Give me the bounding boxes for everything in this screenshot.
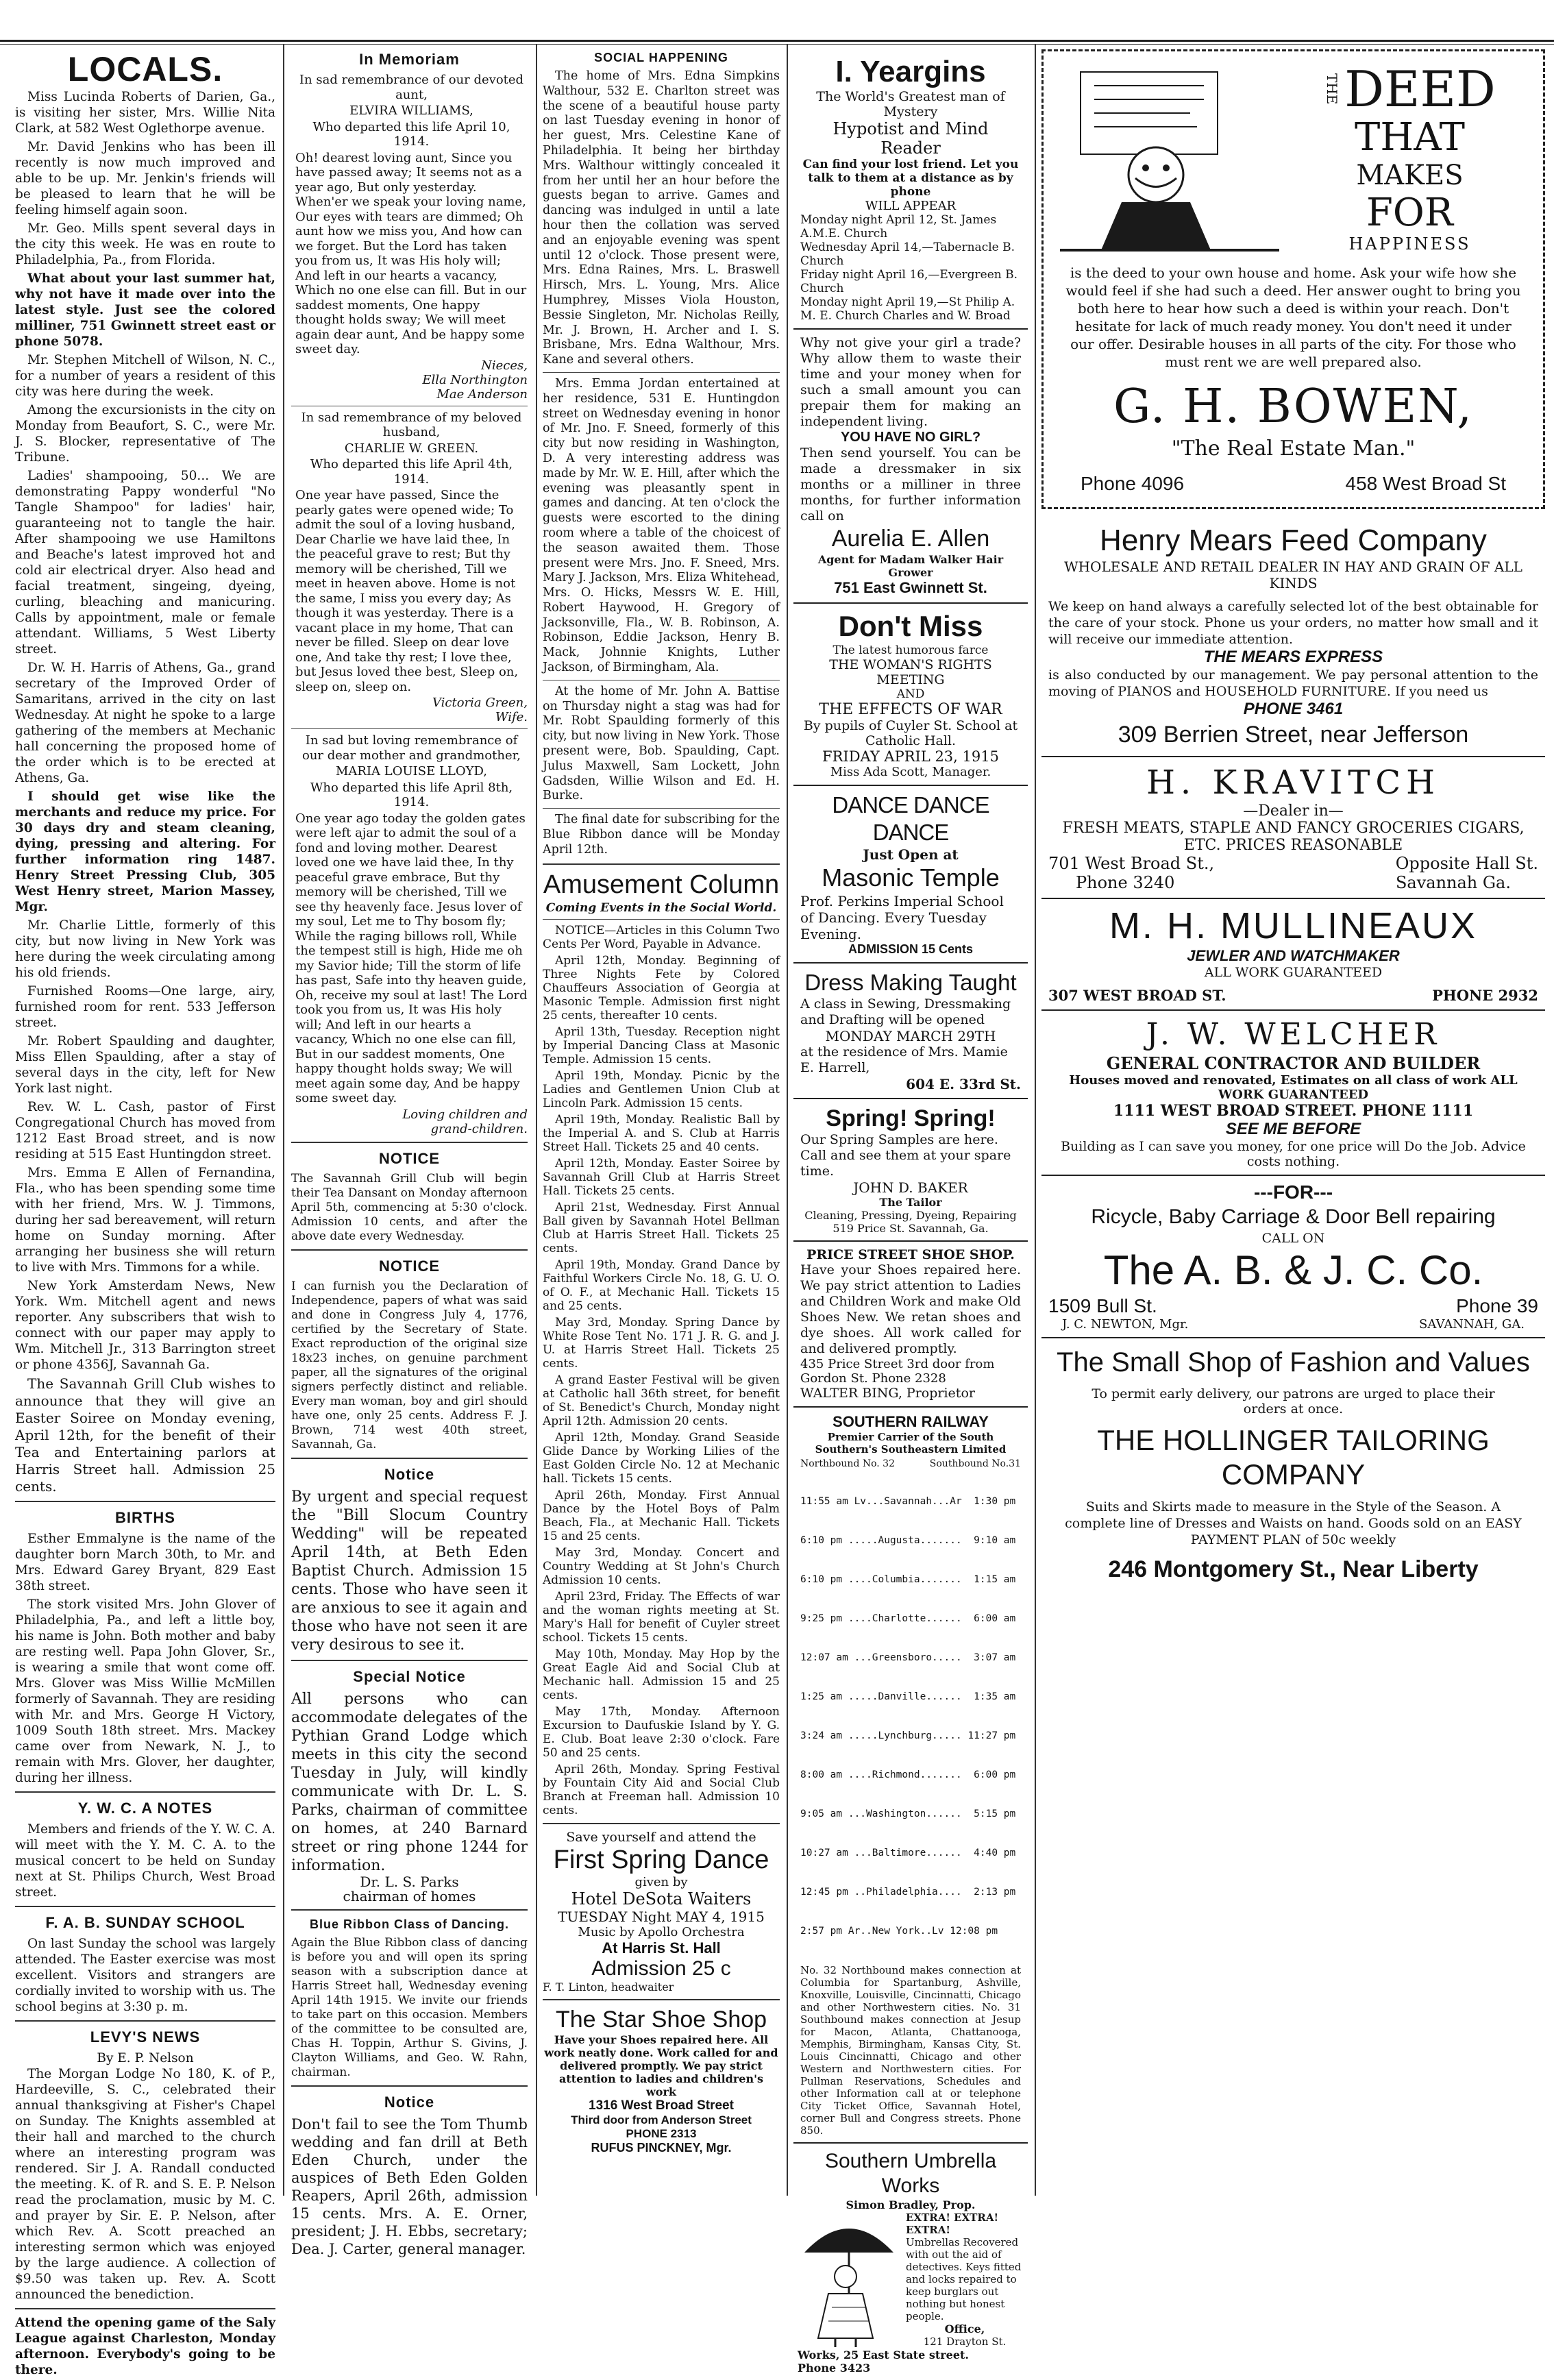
ad-line: 751 East Gwinnett St. <box>834 579 987 596</box>
amusement-subtitle: Coming Events in the Social World. <box>545 900 777 915</box>
memoriam-intro: In sad remembrance of my beloved husband, <box>301 410 522 439</box>
ad-headline: Henry Mears Feed Company <box>1100 524 1487 557</box>
ad-text: Have your Shoes repaired here. All work neatly done. Work called for and delivered promptly. We pay strict attention to ladies and children's work <box>544 2033 778 2098</box>
price-street-shoe-ad <box>793 1242 1028 1408</box>
ad-line: Hotel DeSota Waiters <box>571 1889 752 1909</box>
column-locals <box>15 49 275 2377</box>
levys-text: The Morgan Lodge No 180, K. of P., Hardeeville, S. C., celebrated their annual thanksgiving at Fisher's Chapel on Sunday. The Knights assembled at their hall and marched to the church where an interesting program was rendered. Sir J. A. Randall conducted the meeting. K. of R. and S. E. P. Nelson read the proclamation, music by M. C. and prayer by Sir. E. P. Nelson, after which Rev. A. Scott preached an interesting sermon which was enjoyed by the large audience. A collection of $9.50 was taken up. Rev. A. Scott announced the benediction. <box>15 2067 275 2302</box>
ad-line: FRESH MEATS, STAPLE AND FANCY GROCERIES CIGARS, ETC. PRICES REASONABLE <box>1062 820 1525 854</box>
notice-declaration: I can furnish you the Declaration of Independence, papers of what was said and done in Congress July 4, 1776, certified by the Secretary of State. Exact reproduction of the original size 18x23 inches, on genuine parchment paper, all the signatures of the original signers perfectly distinct and reliable. Every man woman, boy and girl should have one, only 25 cents. Address F. J. Brown, 714 west 40th street, Savannah, Ga. <box>291 1279 528 1451</box>
yeargins-ad <box>793 49 1028 330</box>
date-item: Monday night April 12, St. James A.M.E. Church <box>800 213 997 241</box>
column-ads-right <box>1041 49 1545 2187</box>
mullineaux-contact <box>1048 987 1538 1004</box>
timetable-row: 10:27 am ...Baltimore...... 4:40 pm <box>800 1848 1016 1858</box>
memoriam-signature: Nieces, <box>481 358 528 373</box>
locals-para: Mr. Robert Spaulding and daughter, Miss Ellen Spaulding, after a stay of several days in the city, left for New York last night. <box>15 1034 275 1096</box>
locals-para: Mr. Geo. Mills spent several days in the city this week. He was en route to Philadelphia, Pa., from Florida. <box>15 221 275 267</box>
ad-line: By pupils of Cuyler St. School at Catholic Hall. <box>803 718 1018 748</box>
ad-headline: Southern Umbrella Works <box>824 2150 997 2197</box>
births-title: BIRTHS <box>115 1509 175 1526</box>
ad-headline: MAKES <box>1356 160 1464 191</box>
divider <box>543 1823 780 1824</box>
masonic-dance-ad <box>793 786 1028 964</box>
ad-text: Prof. Perkins Imperial School of Dancing. Every Tuesday Evening. <box>800 893 1004 942</box>
memoriam-signature: Ella Northington <box>422 372 528 387</box>
memoriam-signature: Wife. <box>495 710 528 724</box>
dress-making-ad <box>793 964 1028 1099</box>
memoriam-name: CHARLIE W. GREEN. <box>344 441 479 456</box>
ad-headline: G. H. BOWEN, <box>1113 380 1473 434</box>
timetable <box>800 1469 1021 1964</box>
ad-line: 309 Berrien Street, near Jefferson <box>1118 722 1469 748</box>
memoriam-intro: In sad remembrance of our devoted aunt, <box>299 73 524 102</box>
kravitch-phone-row <box>1048 873 1538 892</box>
locals-para: Mrs. Emma E Allen of Fernandina, Fla., who has been spending some time with her friend, Mrs. W. J. Timmons, during her sad bereavement, will return home on Sunday morning. After arranging her business she will return to live with Mrs. Timmons for a while. <box>15 1166 275 1275</box>
abj-address-row <box>1048 1295 1538 1317</box>
locals-para: New York Amsterdam News, New York. Wm. Mitchell agent and news reporter. Any subscribers that wish to connect with our paper may apply to Wm. Mitchell Jr., 313 Barrington street or phone 4356J, Savannah Ga. <box>15 1279 275 1372</box>
timetable-row: 1:25 am .....Danville...... 1:35 am <box>800 1691 1016 1702</box>
ad-line: Phone 3240 <box>1076 873 1175 892</box>
fab-title: F. A. B. SUNDAY SCHOOL <box>45 1914 245 1931</box>
ad-text: Have your Shoes repaired here. We pay strict attention to Ladies and Children Work and make Old Shoes New. We retan shoes and dye shoes. All work called for and delivered promptly. <box>800 1262 1021 1356</box>
ad-line: SEE ME BEFORE <box>1225 1120 1361 1138</box>
timetable-col-head: Southbound No.31 <box>929 1458 1021 1469</box>
column-rule-4 <box>1035 44 1036 2196</box>
special-notice-signature: chairman of homes <box>343 1887 476 1904</box>
divider <box>15 1501 275 1502</box>
ad-text: Our Spring Samples are here. Call and see them at your spare time. <box>800 1132 1011 1179</box>
ad-line: —Dealer in— <box>1243 802 1344 820</box>
divider <box>291 1249 528 1251</box>
locals-para: Miss Lucinda Roberts of Darien, Ga., is visiting her sister, Mrs. Willie Nita Clark, at 582 West Oglethorpe avenue. <box>15 90 275 136</box>
yeargins-dates <box>800 213 1021 323</box>
ad-line: TUESDAY Night MAY 4, 1915 <box>558 1908 765 1925</box>
locals-para: Mr. Stephen Mitchell of Wilson, N. C., for a number of years a resident of this city was here during the week. <box>15 353 275 399</box>
first-spring-dance-ad <box>543 1830 780 1993</box>
memoriam-signature: Loving children and <box>402 1107 528 1122</box>
timetable-row: 6:10 pm .....Augusta....... 9:10 am <box>800 1535 1016 1546</box>
locals-para: Among the excursionists in the city on Monday from Beaufort, S. C., were Mr. J. S. Blocker, representative of The Tribune. <box>15 403 275 465</box>
locals-para: I should get wise like the merchants and reduce my price. For 30 days dry and steam cleaning, dying, pressing and altering. For further information ring 1487. Henry Street Pressing Club, 305 West Henry street, Marion Massey, Mgr. <box>15 789 275 914</box>
ad-line: given by <box>634 1874 688 1889</box>
locals-para: What about your last summer hat, why not have it made over into the latest style. Just see the colored milliner, 751 Gwinnett street east or phone 5078. <box>15 271 275 349</box>
locals-para: Rev. W. L. Cash, pastor of First Congregational Church has moved from 1212 East Broad street, and is now residing at 515 East Huntingdon street. <box>15 1100 275 1162</box>
event-item: April 21st, Wednesday. First Annual Ball given by Savannah Hotel Bellman Club at Harris Street Hall. Tickets 25 cents. <box>543 1200 780 1255</box>
ad-headline: DANCE DANCE DANCE <box>832 792 989 845</box>
memoriam-died: Who departed this life April 10, 1914. <box>312 119 510 149</box>
ad-headline: The Small Shop of Fashion and Values <box>1057 1347 1530 1377</box>
timetable-row: 12:07 am ...Greensboro..... 3:07 am <box>800 1652 1016 1663</box>
ad-line: RUFUS PINCKNEY, Mgr. <box>591 2140 732 2155</box>
memoriam-charlie <box>291 410 528 725</box>
social-title: SOCIAL HAPPENING <box>594 51 728 64</box>
event-item: April 26th, Monday. Spring Festival by Fountain City Aid and Social Club Branch at Freeman hall. Admission 10 cents. <box>543 1762 780 1817</box>
notice-title: NOTICE <box>378 1257 441 1275</box>
timetable-row: 3:24 am .....Lynchburg..... 11:27 pm <box>800 1730 1016 1741</box>
ad-headline: J. W. WELCHER <box>1146 1017 1441 1052</box>
divider <box>543 808 780 809</box>
ad-line: Save yourself and attend the <box>566 1829 756 1845</box>
timetable-row: 6:10 pm ....Columbia....... 1:15 am <box>800 1574 1016 1585</box>
ad-line: GENERAL CONTRACTOR AND BUILDER <box>1106 1053 1481 1073</box>
divider <box>543 919 780 920</box>
social-para: At the home of Mr. John A. Battise on Thursday night a stag was had for Mr. Robt Spaulding formerly of this city, but now living in New York. Those present were, Bob. Spaulding, Capt. Julus Maxwell, Sam Lockett, John Gadsden, Willie Wilson and Ed. H. Burke. <box>543 684 780 803</box>
ad-line: 435 Price Street 3rd door from Gordon St. Phone 2328 <box>800 1357 995 1386</box>
notice-title: Notice <box>384 2093 435 2111</box>
ad-headline: Spring! Spring! <box>826 1105 996 1131</box>
man-with-deed-illustration-icon <box>1053 58 1286 257</box>
ad-line: THE EFFECTS OF WAR <box>819 701 1002 718</box>
locals-para: The Savannah Grill Club wishes to announce that they will give an Easter Soiree on Monday evening, April 12th, for the benefit of their Tea and Entertaining parlors at Harris Street hall. Admission 25 cents. <box>15 1375 275 1495</box>
ad-line: Savannah Ga. <box>1395 873 1511 892</box>
divider <box>543 1999 780 2000</box>
notice-tom-thumb: Don't fail to see the Tom Thumb wedding and fan drill at Beth Eden Church, under the auspices of Beth Eden Golden Reapers, April 26th, admission 15 cents. Mrs. A. E. Orner, president; J. H. Ebbs, secretary; Dea. J. Carter, general manager. <box>291 2115 528 2257</box>
ad-text: Houses moved and renovated, Estimates on all class of work ALL WORK GUARANTEED <box>1069 1073 1518 1102</box>
notice-grill-club: The Savannah Grill Club will begin their Tea Dansant on Monday afternoon April 5th, commencing at 5:30 o'clock. Admission 10 cents, and after the above date every Wednesday. <box>291 1171 528 1243</box>
divider <box>15 2020 275 2022</box>
ad-line: Music by Apollo Orchestra <box>578 1924 745 1939</box>
locals-para: Dr. W. H. Harris of Athens, Ga., grand secretary of the Improved Order of Samaritans, arrived in the city on last Wednesday. At night he spoke to a large gathering of the members at Mechanic hall concerning the proposed home of the order which is to be erected at Athens, Ga. <box>15 661 275 785</box>
event-item: A grand Easter Festival will be given at Catholic hall 36th street, for benefit of St. Benedict's Church, Monday night April 12th. Admission 20 cents. <box>543 1373 780 1428</box>
memoriam-title: In Memoriam <box>359 51 460 68</box>
memoriam-elvira <box>291 73 528 402</box>
ad-headline: PRICE STREET SHOE SHOP. <box>806 1247 1015 1262</box>
ad-line: 458 West Broad St <box>1345 473 1506 494</box>
ad-line: SAVANNAH, GA. <box>1419 1317 1525 1332</box>
ad-headline: The A. B. & J. C. Co. <box>1103 1247 1483 1293</box>
locals-para: Mr. Charlie Little, formerly of this city, but now living in New York was here during the week circulating among his old friends. <box>15 918 275 980</box>
ad-line: THE <box>1324 73 1341 105</box>
divider <box>543 863 780 865</box>
allen-ad <box>793 330 1028 604</box>
ad-line: Phone 4096 <box>1081 473 1185 494</box>
ad-headline: First Spring Dance <box>553 1845 769 1874</box>
ad-line: 1111 WEST BROAD STREET. PHONE 1111 <box>1113 1102 1474 1120</box>
ad-line: At Harris St. Hall <box>602 1939 721 1956</box>
deed-title-line <box>1286 62 1533 116</box>
ad-line: 121 Drayton St. <box>923 2335 1007 2348</box>
ad-line: Works, 25 East State street. <box>798 2348 969 2361</box>
memoriam-intro: In sad but loving remembrance of our dear mother and grandmother, <box>302 733 521 763</box>
event-item: April 23rd, Friday. The Effects of war and the woman rights meeting at St. Mary's Hall for benefit of Cuyler street school. Tickets 15 cents. <box>543 1589 780 1645</box>
ad-line: THE WOMAN'S RIGHTS MEETING <box>829 657 992 687</box>
ad-line: FRIDAY APRIL 23, 1915 <box>822 748 999 765</box>
ad-headline: The Star Shoe Shop <box>555 2006 767 2033</box>
abj-repair-ad <box>1041 1176 1545 1338</box>
divider <box>543 372 780 373</box>
spring-tailor-ad <box>793 1099 1028 1242</box>
date-item: Wednesday April 14,—Tabernacle B. Church <box>800 241 1015 268</box>
special-notice-text: All persons who can accommodate delegates of the Pythian Grand Lodge which meets in this city the second Tuesday in July, will kindly communicate with Dr. L. S. Parks, chairman of committee on homes, at 240 Barnard street or ring phone 1244 for information. <box>291 1690 528 1874</box>
ad-line: ALL WORK GUARANTEED <box>1204 965 1383 980</box>
divider <box>291 728 528 729</box>
memoriam-died: Who departed this life April 8th, 1914. <box>310 780 513 809</box>
ad-line: Admission 25 c <box>591 1956 731 1980</box>
ad-line: AND <box>896 687 925 701</box>
umbrella-text-block <box>906 2211 1024 2348</box>
ad-line: Can find your lost friend. Let you talk to them at a distance as by phone <box>802 158 1019 199</box>
event-item: April 19th, Monday. Realistic Ball by the Imperial A. and S. Club at Harris Street Hall. Tickets 25 and 40 cents. <box>543 1112 780 1154</box>
bowen-contact <box>1053 461 1533 500</box>
event-item: April 12th, Monday. Grand Seaside Glide Dance by Working Lilies of the East Golden Circle No. 12 at Mechanic hall. Tickets 15 cents. <box>543 1430 780 1486</box>
deed-header <box>1053 58 1533 257</box>
divider <box>291 2085 528 2087</box>
ad-text: is the deed to your own house and home. Ask your wife how she would feel if she had such a deed. Her answer ought to bring you both here to hear how such a deed is within your reach. Don't hesitate for lack of much ready money. You don't need it under our offer. Desirable houses in all parts of the city. For those who must rent we are well prepared also. <box>1065 265 1521 370</box>
ad-line: WHOLESALE AND RETAIL DEALER IN HAY AND GRAIN OF ALL KINDS <box>1064 559 1522 591</box>
ad-headline: Ricycle, Baby Carriage & Door Bell repairing <box>1091 1205 1496 1228</box>
ad-line: Southern's Southeastern Limited <box>815 1443 1007 1456</box>
ad-line: Simon Bradley, Prop. <box>846 2198 976 2211</box>
amusement-body <box>543 924 780 1817</box>
memoriam-poem: Oh! dearest loving aunt, Since you have passed away; It seems not as a year ago, But only yesterday. When'er we speak your loving name, Our eyes with tears are dimmed; Oh aunt how we miss you, And how can we forget. But the Lord has taken you from us, It was His holy will; And left in our hearts a vacancy, Which no one else can fill. But in our saddest moments, One happy thought holds sway; We will meet again dear aunt, And be happy some sweet day. <box>295 150 527 356</box>
social-body <box>543 69 780 858</box>
southern-railway-ad <box>793 1408 1028 2144</box>
mears-feed-ad <box>1041 517 1545 757</box>
ad-line: 701 West Broad St., <box>1048 854 1215 873</box>
deed-headline <box>1286 62 1533 254</box>
social-para: The home of Mrs. Edna Simpkins Walthour, 532 E. Charlton street was the scene of a beautiful house party on last Tuesday evening in honor of her guest, Mrs. Celestine Kane of Philadelphia. It being her birthday Mrs. Walthour wittingly concealed it from her until her an hour before the guests began to arrive. Games and dancing was indulged in until a late hour then the collation was served and an enjoyable evening was spent until 12 o'clock. Those present were, Mrs. Edna Raines, Mrs. L. Braswell Hirsch, Mrs. L. Young, Mrs. Alice Humphrey, Misses Viola Houston, Bessie Singleton, Mr. Nicholas Reilly, Mr. J. Brown, H. Archer and I. S. Brisbane, Mrs. Edna Walthour, Mrs. Kane and several others. <box>543 69 780 367</box>
amusement-title: Amusement Column <box>543 870 780 899</box>
ad-line: WALTER BING, Proprietor <box>800 1386 975 1401</box>
timetable-header <box>800 1458 1021 1469</box>
ad-line: "The Real Estate Man." <box>1171 437 1416 461</box>
timetable-row: 12:45 pm ..Philadelphia.... 2:13 pm <box>800 1887 1016 1898</box>
notice-title: Notice <box>384 1465 435 1483</box>
births-para: The stork visited Mrs. John Glover of Philadelphia, Pa., and left a little boy, his name is John. Both mother and baby are resting well. Papa John Glover, Sr., is wearing a smile that wont come off. Mrs. Glover was Miss Willie McMillen formerly of Savannah. They are residing with Mr. and Mrs. George H Victory, 1009 South 18th street. Mrs. Mackey came over from Newark, N. J., to remain with Mrs. Glover, her daughter, during her illness. <box>15 1597 275 1785</box>
top-rule-thin <box>0 44 1554 45</box>
bowen-real-estate-ad <box>1041 49 1545 509</box>
ad-text: at the residence of Mrs. Mamie E. Harrell, <box>800 1044 1008 1075</box>
column-rule-1 <box>283 44 284 2196</box>
umbrella-body <box>798 2211 1024 2348</box>
divider <box>291 1660 528 1661</box>
ad-headline: THE HOLLINGER TAILORING COMPANY <box>1097 1424 1490 1490</box>
saly-league-notice: Attend the opening game of the Saly League against Charleston, Monday afternoon. Everybody's going to be there. <box>15 2316 275 2377</box>
ad-line: 604 E. 33rd St. <box>906 1076 1021 1092</box>
ad-text: We keep on hand always a carefully selected lot of the best obtainable for the care of your stock. Phone us your orders, no matter how small and it will receive our immediate attention. <box>1048 599 1538 647</box>
ad-line: Hypotist and Mind Reader <box>832 119 989 158</box>
column-ads-center <box>793 49 1028 2375</box>
ad-line: ADMISSION 15 Cents <box>848 942 974 956</box>
column-social <box>543 49 780 2187</box>
ywca-title: Y. W. C. A NOTES <box>77 1800 213 1817</box>
event-item: April 13th, Tuesday. Reception night by Imperial Dancing Class at Masonic Temple. Admission 15 cents. <box>543 1025 780 1066</box>
event-item: May 3rd, Monday. Spring Dance by White Rose Tent No. 171 J. R. G. and J. U. at Harris Street Hall. Tickets 25 cents. <box>543 1315 780 1371</box>
ad-text: Building as I can save you money, for one price will Do the Job. Advice costs nothing. <box>1061 1139 1526 1169</box>
ad-text: is also conducted by our management. We pay personal attention to the moving of PIANOS and HOUSEHOLD FURNITURE. If you need us <box>1048 667 1538 699</box>
southern-umbrella-ad <box>793 2144 1028 2380</box>
ad-line: THE MEARS EXPRESS <box>1203 648 1383 666</box>
levys-title: LEVY'S NEWS <box>90 2028 201 2046</box>
notice-title: NOTICE <box>378 1149 441 1167</box>
event-item: May 17th, Monday. Afternoon Excursion to Daufuskie Island by Y. G. E. Club. Boat leave 2:30 o'clock. Fare 50 and 25 cents. <box>543 1704 780 1760</box>
ad-line: 246 Montgomery St., Near Liberty <box>1108 1556 1479 1582</box>
dont-miss-ad <box>793 604 1028 786</box>
ad-line: The World's Greatest man of Mystery <box>816 89 1005 119</box>
hollinger-tailoring-ad <box>1041 1338 1545 1591</box>
divider <box>291 1909 528 1911</box>
ad-line: Agent for Madam Walker Hair Grower <box>817 553 1004 579</box>
date-item: Friday night April 16,—Evergreen B. Church <box>800 268 1018 295</box>
ad-line: Just Open at <box>863 846 959 863</box>
memoriam-signature: grand-children. <box>430 1121 528 1136</box>
fab-text: On last Sunday the school was largely attended. The Easter exercise was most excellent. Visitors and strangers are cordially invited to worship with us. The school begins at 3:30 p. m. <box>15 1937 275 2014</box>
timetable-row: 9:05 am ...Washington...... 5:15 pm <box>800 1808 1016 1819</box>
memoriam-maria <box>291 733 528 1136</box>
ad-line: Office, <box>944 2322 985 2335</box>
event-item: April 26th, Monday. First Annual Dance by the Hotel Boys of Palm Beach, Fla., at Mechanic Hall. Tickets 15 and 25 cents. <box>543 1488 780 1543</box>
star-shoe-shop-ad <box>543 2006 780 2155</box>
ad-line: PHONE 2932 <box>1432 987 1538 1004</box>
notice-country-wedding: By urgent and special request the "Bill Slocum Country Wedding" will be repeated April 14th, at Beth Eden Baptist Church. Admission 15 cents. Those who have seen it are anxious to see it again and those who have not seen it are very desirous to see it. <box>291 1488 528 1654</box>
ad-line: Miss Ada Scott, Manager. <box>830 765 991 779</box>
ad-headline: M. H. MULLINEAUX <box>1109 905 1478 946</box>
ad-line: PHONE 2313 <box>626 2126 697 2140</box>
memoriam-poem: One year ago today the golden gates were left ajar to admit the soul of a fond and loving mother. Dearest loved one we have laid thee, In thy peaceful grave embrace, But thy memory will be cherished, Till we see thy heavenly face. Jesus lover of my soul, Let me to Thy bosom fly; While the raging billows roll, While the tempest still is high, Hide me oh my Savior hide; Till the storm of life has past, Safe into thy heaven guide, Oh, receive my soul at last! The Lord took you from us, It was His holy will; And left in our hearts a vacancy, Which no one else can fill, But in our saddest moments, One happy thought holds sway; We will meet again some day, And be happy some sweet day. <box>295 811 528 1105</box>
abj-mgr-row <box>1048 1317 1538 1332</box>
ad-headline: THAT <box>1355 115 1465 160</box>
memoriam-poem: One year have passed, Since the pearly gates were opened wide; To admit the soul of a loving husband, Dear Charlie we have laid thee, In the peaceful grave to rest; But thy memory will be cherished, Till we meet in heaven above. Home is not the same, I miss you every day; As though it was yesterday. There is a vacant place in my home, That can never be filled. Sleep on dear love one, And take thy rest; I love thee, but Jesus loved thee best, Sleep on, sleep on, sleep on. <box>295 488 519 694</box>
divider <box>15 1906 275 1907</box>
kravitch-address-row <box>1048 854 1538 873</box>
umbrella-girl-illustration-icon <box>798 2211 900 2348</box>
event-item: May 3rd, Monday. Concert and Country Wedding at St John's Church Admission 10 cents. <box>543 1545 780 1587</box>
ad-line: MONDAY MARCH 29TH <box>825 1028 996 1044</box>
social-para: The final date for subscribing for the Blue Ribbon dance will be Monday April 12th. <box>543 813 780 857</box>
ad-headline: I. Yeargins <box>835 55 986 88</box>
memoriam-signature: Victoria Green, <box>432 696 528 710</box>
top-rule <box>0 40 1554 42</box>
column-rule-3 <box>787 44 788 2196</box>
memoriam-signature: Mae Anderson <box>436 387 528 402</box>
memoriam-name: MARIA LOUISE LLOYD, <box>335 764 488 778</box>
ad-line: F. T. Linton, headwaiter <box>543 1980 674 1993</box>
welcher-ad <box>1041 1011 1545 1176</box>
births-body <box>15 1531 275 1786</box>
ywca-body <box>15 1821 275 1900</box>
ad-text: A class in Sewing, Dressmaking and Drafting will be opened <box>800 996 1011 1027</box>
kravitch-ad <box>1041 757 1545 899</box>
ad-line: The latest humorous farce <box>832 643 989 657</box>
ad-text: To permit early delivery, our patrons are urged to place their orders at once. <box>1092 1386 1495 1416</box>
event-item: April 12th, Monday. Easter Soiree by Savannah Grill Club at Harris Street Hall. Tickets 25 cents. <box>543 1156 780 1198</box>
ad-line: JEWLER AND WATCHMAKER <box>1187 947 1400 964</box>
locals-para: Mr. David Jenkins who has been ill recently is now much improved and able to be up. Mr. Jenkin's friends will be pleased to learn that he will be feeling himself again soon. <box>15 140 275 217</box>
ad-line: Third door from Anderson Street <box>571 2113 752 2126</box>
ad-headline: Dress Making Taught <box>804 970 1017 995</box>
levys-byline: By E. P. Nelson <box>97 2051 194 2065</box>
ad-text: Why not give your girl a trade? Why allow them to waste their time and your money when for such a small amount you can prepair them for making an independent living. <box>800 335 1021 429</box>
special-notice-signature: Dr. L. S. Parks <box>360 1873 459 1890</box>
ad-line: Cleaning, Pressing, Dyeing, Repairing <box>804 1209 1017 1222</box>
ad-line: YOU HAVE NO GIRL? <box>840 430 981 445</box>
ad-line: Premier Carrier of the South <box>827 1431 994 1443</box>
divider <box>291 1458 528 1459</box>
social-para: Mrs. Emma Jordan entertained at her residence, 531 E. Huntingdon street on Wednesday evening in honor of Mr. Jno. F. Sneed, formerly of this city but now residing in Washington, D. A very interesting address was made by Mr. W. E. Hill, after which the evening was pleasantly spent in games and dancing. At ten o'clock the guests were escorted to the dining room where a table of the choicest of the season awaited them. Those present were Mrs. Jno. F. Sneed, Mrs. Mary J. Jackson, Mrs. Eliza Whitehead, Mrs. O. Hicks, Messrs W. E. Hill, Robert Haywood, H. Gregory of Jacksonville, Fla., W. B. Robinson, A. Robinson, Eddie Jackson, Henry B. Mack, Johnnie Knights, Luther Jackson, of Birmingham, Ala. <box>543 376 780 675</box>
ad-text: Suits and Skirts made to measure in the Style of the Season. A complete line of Dresses and Waists on hand. Goods sold on an EASY PAYMENT PLAN of 50c weekly <box>1065 1499 1522 1547</box>
event-item: April 19th, Monday. Picnic by the Ladies and Gentlemen Union Club at Lincoln Park. Admission 15 cents. <box>543 1068 780 1110</box>
divider <box>15 1791 275 1793</box>
ad-line: HAPPINESS <box>1348 234 1471 254</box>
ad-headline: Masonic Temple <box>822 863 1000 892</box>
locals-body <box>15 89 275 1495</box>
date-item: Monday night April 19,—St Philip A. M. E. Church Charles and W. Broad <box>800 295 1015 323</box>
ad-line: 1509 Bull St. <box>1048 1295 1157 1316</box>
births-para: Esther Emmalyne is the name of the daughter born March 30th, to Mr. and Mrs. Edward Garey Bryant, 829 East 38th street. <box>15 1532 275 1593</box>
event-item: April 12th, Monday. Beginning of Three Nights Fete by Colored Chauffeurs Association of Georgia at Masonic Temple. Admission first night 25 cents, thereafter 10 cents. <box>543 953 780 1022</box>
timetable-col-head: Northbound No. 32 <box>800 1458 895 1469</box>
ad-line: Phone 3423 <box>798 2361 871 2375</box>
ad-line: J. C. NEWTON, Mgr. <box>1062 1317 1189 1332</box>
event-item: May 10th, Monday. May Hop by the Great Eagle Aid and Social Club at Mechanic hall. Admission 15 and 25 cents. <box>543 1647 780 1702</box>
ad-line: EXTRA! EXTRA! EXTRA! <box>906 2211 999 2236</box>
ad-headline: DEED <box>1344 60 1496 118</box>
column-memoriam <box>291 49 528 2257</box>
special-notice-title: Special Notice <box>353 1667 466 1685</box>
ad-line: PHONE 3461 <box>1243 700 1344 718</box>
locals-para: Furnished Rooms—One large, airy, furnished room for rent. 533 Jefferson street. <box>15 984 275 1030</box>
divider <box>15 2308 275 2309</box>
ad-line: 1316 West Broad Street <box>589 2098 734 2113</box>
ad-line: Phone 39 <box>1456 1295 1538 1316</box>
amusement-notice: NOTICE—Articles in this Column Two Cents Per Word, Payable in Advance. <box>543 923 780 951</box>
timetable-row: 11:55 am Lv...Savannah...Ar 1:30 pm <box>800 1496 1016 1507</box>
levys-body <box>15 2066 275 2303</box>
ad-text: Then send yourself. You can be made a dressmaker in six months or a milliner in three months, for further information call on <box>800 445 1021 524</box>
ad-line: JOHN D. BAKER <box>853 1179 968 1196</box>
timetable-row: 2:57 pm Ar..New York..Lv 12:08 pm <box>800 1926 998 1937</box>
locals-title: LOCALS. <box>67 50 223 88</box>
locals-para: Ladies' shampooing, 50... We are demonstrating Pappy wonderful "No Tangle Shampoo" for ladies' hair, guaranteeing not to tangle the hair. After shampooing we use Hamiltons and Beache's latest improved hot and cold air electrical dryer. Also head and facial treatment, singeing, dyeing, curling, bleaching and manicuring. Calls by appointment, male or female attendant. Williams, 5 West Liberty street. <box>15 469 275 657</box>
memoriam-name: ELVIRA WILLIAMS, <box>349 103 473 118</box>
blue-ribbon-text: Again the Blue Ribbon class of dancing is before you and will open its spring season with a subscription dance at Harris Street hall, Wednesday evening April 14th 1915. We invite our friends to take part on this occasion. Members of the committee to be consulted are, Chas H. Toppin, Arthur S. Givins, J. Clayton Williams, and Geo. W. Rahn, chairman. <box>291 1935 528 2079</box>
ad-line: CALL ON <box>1261 1231 1325 1246</box>
memoriam-died: Who departed this life April 4th, 1914. <box>310 457 513 487</box>
timetable-row: 9:25 pm ....Charlotte...... 6:00 am <box>800 1613 1016 1624</box>
ad-line: The Tailor <box>879 1196 942 1209</box>
timetable-row: 8:00 am ....Richmond....... 6:00 pm <box>800 1769 1016 1780</box>
ad-text: Umbrellas Recovered with out the aid of detectives. Keys fitted and locks repaired to keep burglars out nothing but honest people. <box>906 2236 1022 2322</box>
ad-headline: Don't Miss <box>838 610 983 642</box>
ad-line: ---FOR--- <box>1253 1181 1333 1203</box>
ad-headline: Aurelia E. Allen <box>831 526 990 552</box>
divider <box>291 1142 528 1143</box>
ywca-text: Members and friends of the Y. W. C. A. will meet with the Y. M. C. A. to the musical concert to be held on Sunday next at St. Philips Church, West Broad street. <box>15 1822 275 1900</box>
ad-line: WILL APPEAR <box>865 199 957 213</box>
ad-line: 519 Price St. Savannah, Ga. <box>832 1222 989 1235</box>
column-rule-2 <box>536 44 537 2196</box>
ad-line: 307 WEST BROAD ST. <box>1048 987 1226 1004</box>
event-item: April 19th, Monday. Grand Dance by Faithful Workers Circle No. 18, G. U. O. of O. F., at Mechanic Hall. Tickets 15 and 25 cents. <box>543 1258 780 1313</box>
ad-headline: SOUTHERN RAILWAY <box>832 1413 989 1430</box>
blue-ribbon-title: Blue Ribbon Class of Dancing. <box>309 1917 510 1931</box>
ad-headline: FOR <box>1366 191 1453 235</box>
mullineaux-ad <box>1041 899 1545 1011</box>
railway-notes: No. 32 Northbound makes connection at Columbia for Spartanburg, Ashville, Knoxville, Louisville, Cincinnatti, Chicago and other Northwestern cities. No. 31 Southbound makes connection at Jesup for Macon, Atlanta, Chattanooga, Memphis, Birmingham, Kansas City, St. Louis Cincinnatti, Chicago and other Western and Northwestern cities. For Pullman Reservations, Schedules and other Information call at or telephone City Ticket Office, Savannah Hotel, corner Bull and Congress streets. Phone 850. <box>800 1964 1021 2137</box>
fab-body <box>15 1936 275 2015</box>
ad-headline: H. KRAVITCH <box>1146 763 1440 802</box>
ad-line: Opposite Hall St. <box>1395 854 1538 873</box>
